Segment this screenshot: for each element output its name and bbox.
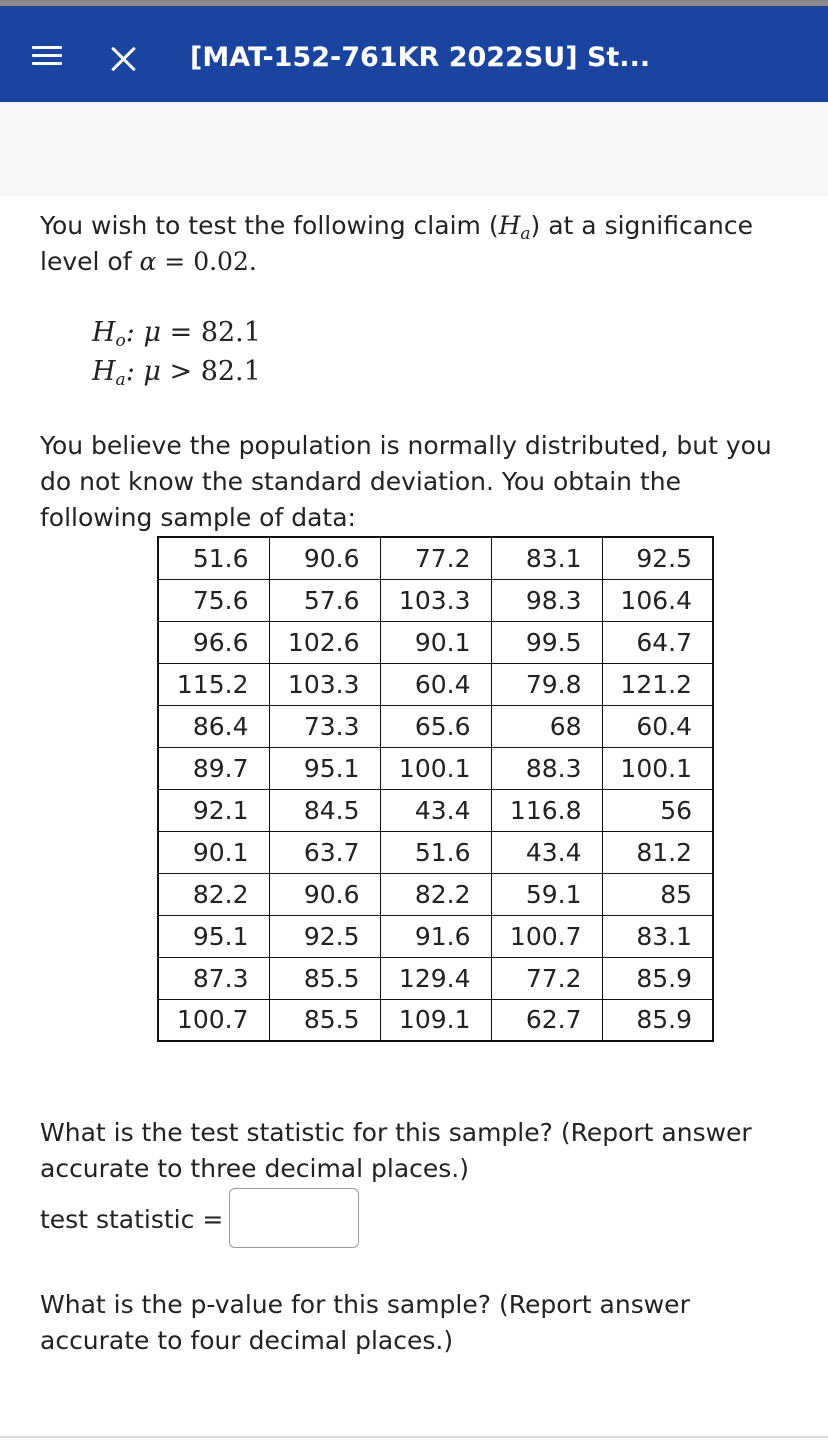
table-cell: 75.6 [158,579,269,621]
table-row [158,789,713,831]
table-cell: 81.2 [602,831,713,873]
table-cell: 83.1 [491,537,602,579]
table-cell: 62.7 [491,999,602,1041]
table-row [158,915,713,957]
table-cell: 60.4 [602,705,713,747]
table-cell: 100.1 [380,747,491,789]
close-icon[interactable] [108,44,138,74]
table-cell: 109.1 [380,999,491,1041]
table-cell: 82.2 [158,873,269,915]
table-cell: 100.7 [491,915,602,957]
table-cell: 43.4 [491,831,602,873]
table-cell: 103.3 [380,579,491,621]
table-cell: 106.4 [602,579,713,621]
table-cell: 85 [602,873,713,915]
table-cell: 73.3 [269,705,380,747]
table-cell: 88.3 [491,747,602,789]
table-cell: 83.1 [602,915,713,957]
table-cell: 65.6 [380,705,491,747]
alpha-value: 0.02 [193,247,249,276]
table-cell: 92.5 [269,915,380,957]
table-cell: 59.1 [491,873,602,915]
table-cell: 99.5 [491,621,602,663]
table-cell: 91.6 [380,915,491,957]
table-cell: 85.5 [269,957,380,999]
table-cell: 90.1 [158,831,269,873]
table-cell: 85.9 [602,957,713,999]
table-cell: 85.9 [602,999,713,1041]
table-cell: 77.2 [380,537,491,579]
test-statistic-input[interactable] [229,1188,359,1248]
page-title: [MAT-152-761KR 2022SU] St... [190,42,651,73]
table-cell: 90.6 [269,873,380,915]
table-cell: 90.1 [380,621,491,663]
app-header [0,6,828,102]
table-row [158,831,713,873]
table-cell: 92.5 [602,537,713,579]
table-cell: 100.1 [602,747,713,789]
table-row [158,621,713,663]
hamburger-menu-icon[interactable] [30,40,64,70]
table-cell: 95.1 [158,915,269,957]
table-row [158,579,713,621]
table-cell: 115.2 [158,663,269,705]
table-cell: 100.7 [158,999,269,1041]
table-row [158,537,713,579]
table-cell: 89.7 [158,747,269,789]
alternative-hypothesis: $H_a$: μ > 82.1 [92,356,261,390]
table-cell: 129.4 [380,957,491,999]
table-cell: 63.7 [269,831,380,873]
table-cell: 43.4 [380,789,491,831]
table-cell: 95.1 [269,747,380,789]
table-cell: 92.1 [158,789,269,831]
bottom-divider [0,1436,828,1438]
null-hypothesis: $H_o$: μ = 82.1 [92,317,261,351]
table-cell: 84.5 [269,789,380,831]
table-cell: 90.6 [269,537,380,579]
data-intro: You believe the population is normally distributed, but you do not know the standard deviation. You obtain the following sample of data: [40,431,772,532]
table-cell: 64.7 [602,621,713,663]
table-cell: 79.8 [491,663,602,705]
table-row [158,957,713,999]
table-row [158,747,713,789]
table-cell: 51.6 [158,537,269,579]
table-row [158,705,713,747]
table-cell: 87.3 [158,957,269,999]
p-value-question: What is the p-value for this sample? (Report answer accurate to four decimal places.) [40,1290,690,1355]
table-row [158,873,713,915]
table-cell: 56 [602,789,713,831]
content-spacer-band [0,102,828,196]
table-cell: 60.4 [380,663,491,705]
test-statistic-label: test statistic = [40,1205,224,1234]
table-cell: 96.6 [158,621,269,663]
table-cell: 98.3 [491,579,602,621]
table-cell: 82.2 [380,873,491,915]
table-cell: 121.2 [602,663,713,705]
table-cell: 86.4 [158,705,269,747]
table-cell: 68 [491,705,602,747]
table-cell: 77.2 [491,957,602,999]
table-row [158,663,713,705]
table-cell: 102.6 [269,621,380,663]
table-cell: 85.5 [269,999,380,1041]
sample-data-table [157,536,714,1042]
table-cell: 116.8 [491,789,602,831]
table-cell: 51.6 [380,831,491,873]
table-cell: 57.6 [269,579,380,621]
table-cell: 103.3 [269,663,380,705]
table-row [158,999,713,1041]
claim-intro: You wish to test the following claim $(H_a)$ at a significance level of α = 0.02. [40,211,753,276]
test-statistic-question: What is the test statistic for this sample? (Report answer accurate to three decimal places.) [40,1118,752,1183]
